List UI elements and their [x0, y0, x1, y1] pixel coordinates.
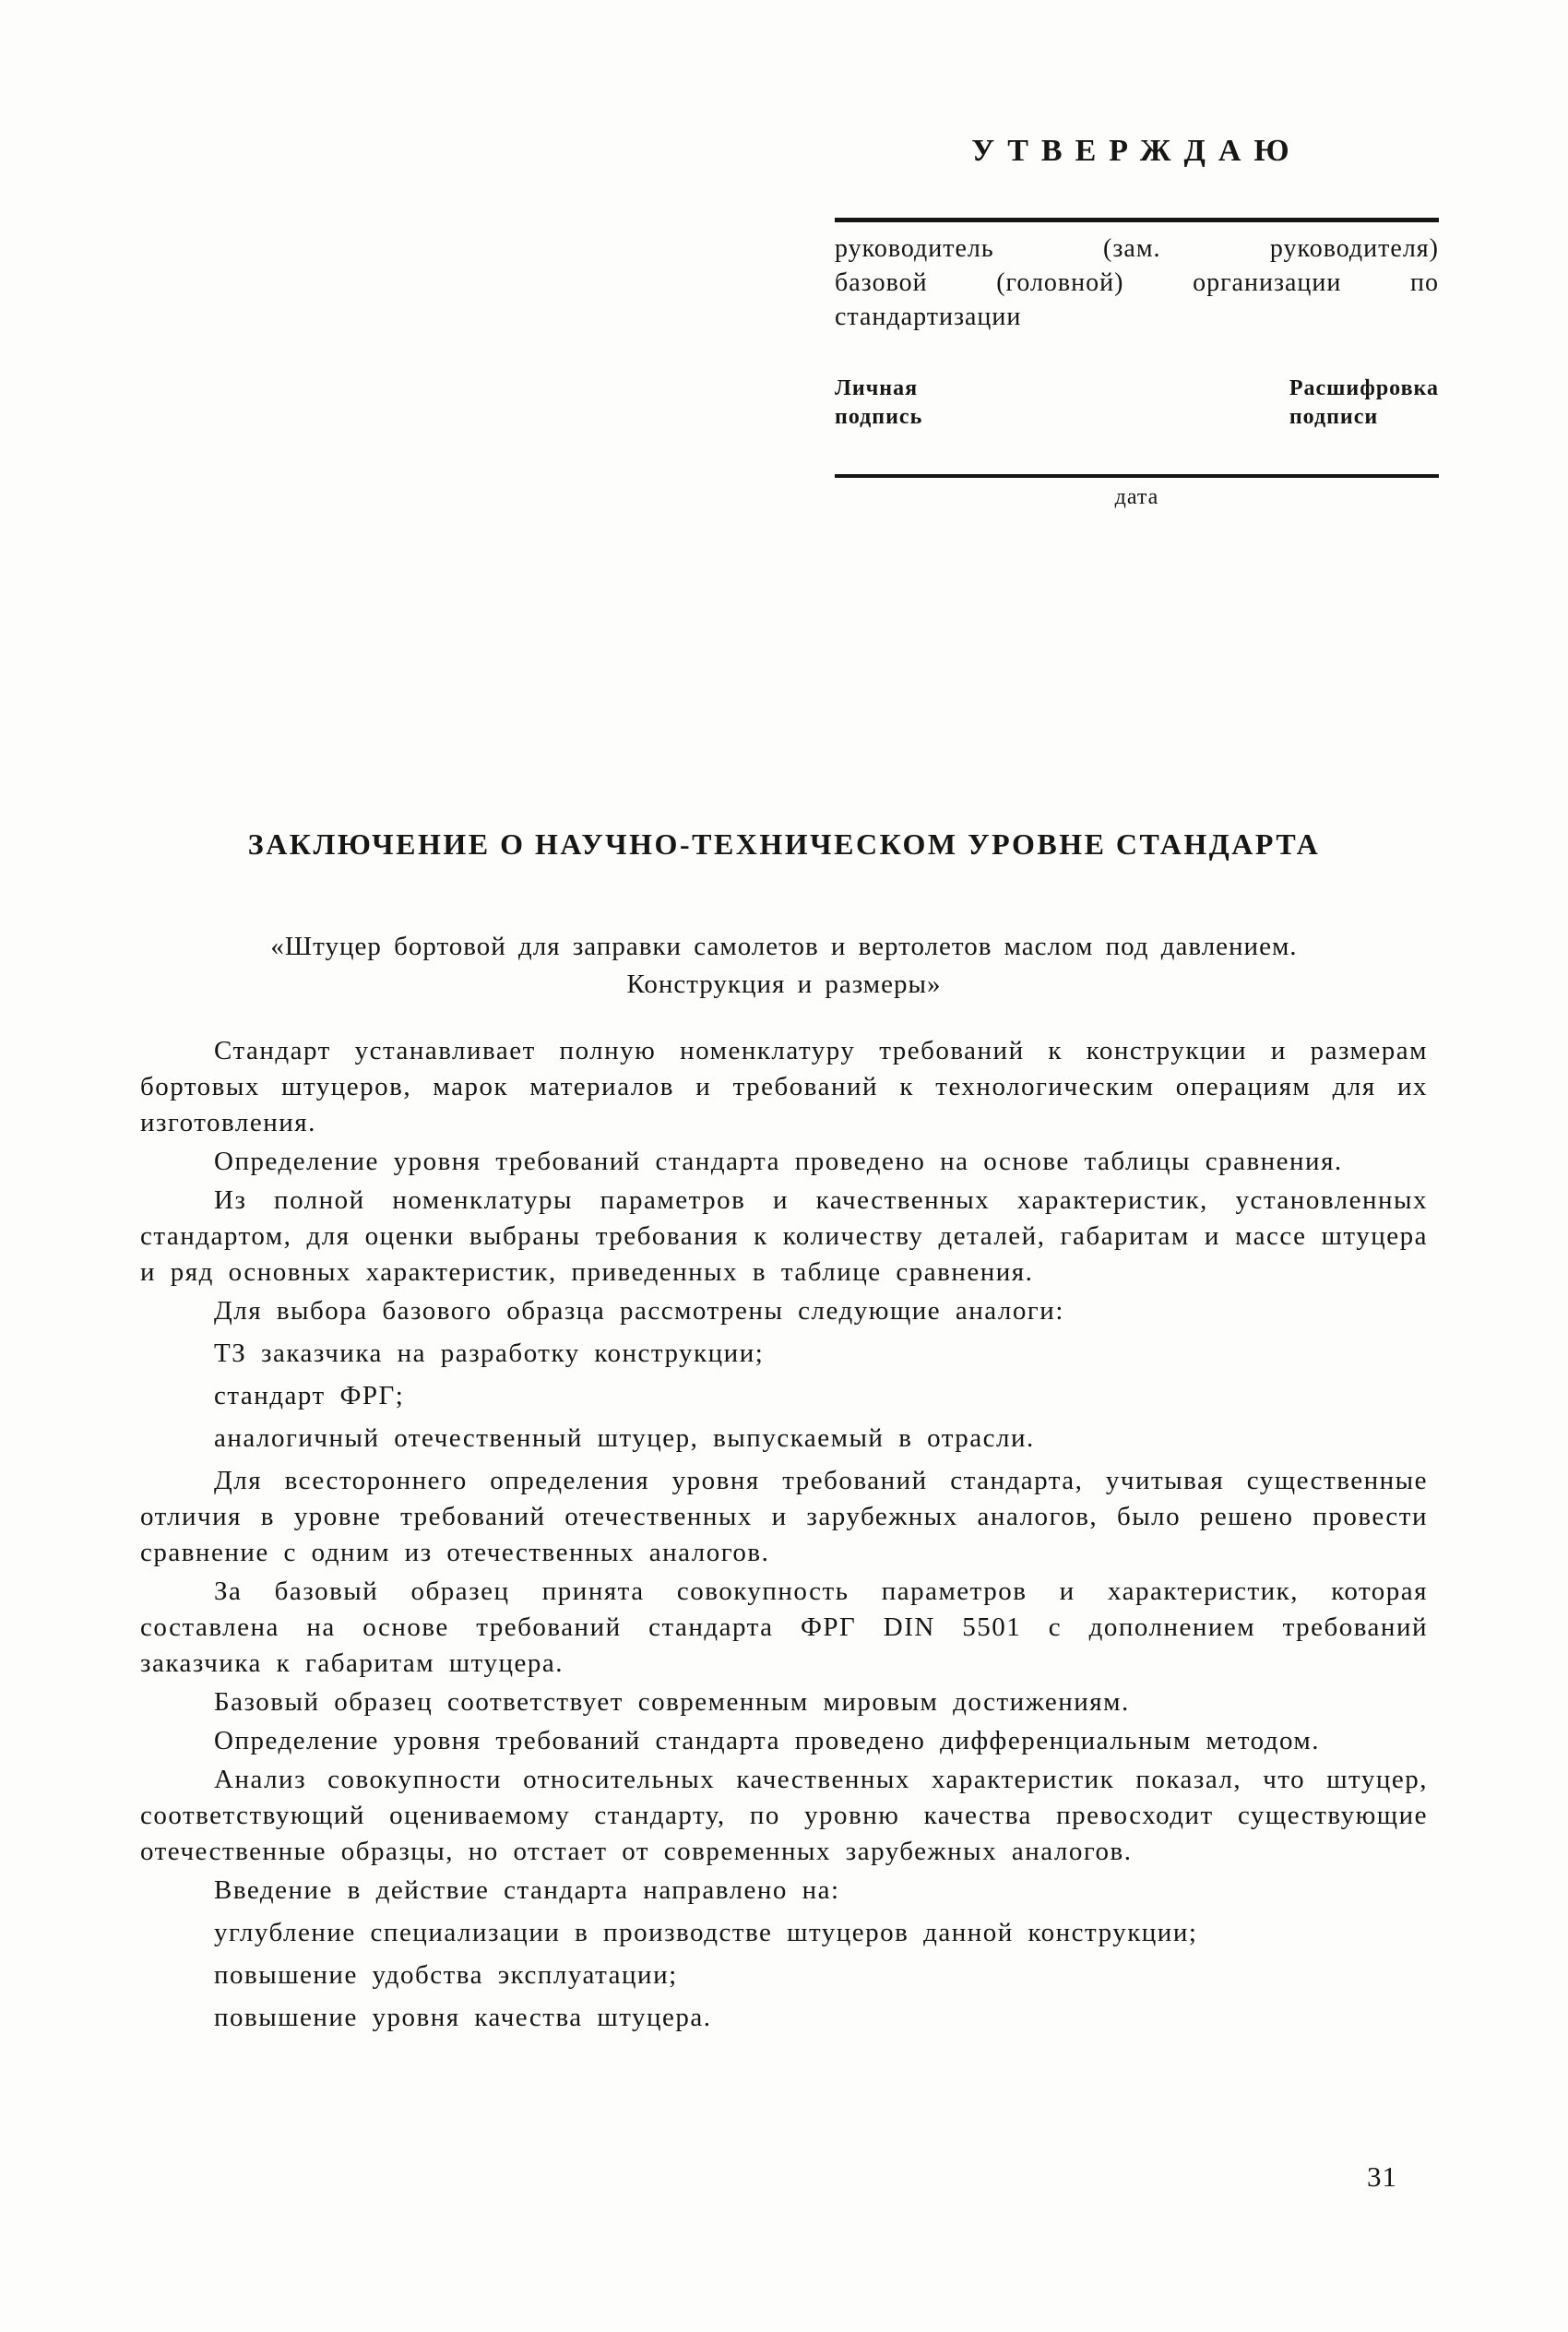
- paragraph: Стандарт устанавливает полную номенклатуру требований к конструкции и размерам бортовых штуцеров, марок материалов и требований к технологическим операциям для их изготовления.: [140, 1036, 1428, 1137]
- paragraph: Введение в действие стандарта направлено на:: [214, 1875, 840, 1905]
- paragraph: Из полной номенклатуры параметров и качественных характеристик, установленных стандартом, для оценки выбраны требования к количеству деталей, габаритам и массе штуцера и ряд основных характеристик, приведенных в таблице сравнения.: [140, 1185, 1428, 1287]
- list-item: аналогичный отечественный штуцер, выпускаемый в отрасли.: [214, 1423, 1035, 1453]
- paragraph: Для выбора базового образца рассмотрены следующие аналоги:: [214, 1296, 1064, 1326]
- date-rule: [835, 474, 1439, 478]
- list-item: повышение уровня качества штуцера.: [214, 2003, 712, 2032]
- signature-transcript-label: Расшифровка подписи: [1289, 376, 1439, 429]
- list-item: повышение удобства эксплуатации;: [214, 1960, 678, 1990]
- paragraph: Определение уровня требований стандарта проведено дифференциальным методом.: [214, 1726, 1321, 1755]
- approval-overline-rule: [835, 218, 1439, 222]
- list-item: стандарт ФРГ;: [214, 1381, 405, 1410]
- list-item: ТЗ заказчика на разработку конструкции;: [214, 1339, 765, 1368]
- paragraph: Анализ совокупности относительных качественных характеристик показал, что штуцер, соответствующий оцениваемому стандарту, по уровню качества превосходит существующие отечественные образцы, но отстает от современных зарубежных аналогов.: [140, 1765, 1428, 1866]
- approver-role-line: базовой (головной) организации по: [835, 268, 1439, 297]
- page-title: ЗАКЛЮЧЕНИЕ О НАУЧНО-ТЕХНИЧЕСКОМ УРОВНЕ СТАНДАРТА: [247, 827, 1321, 861]
- approver-role-line: стандартизации: [835, 303, 1022, 331]
- standard-subtitle: [142, 928, 1426, 1004]
- list-item: углубление специализации в производстве штуцеров данной конструкции;: [214, 1918, 1198, 1947]
- standard-subtitle-line: «Штуцер бортовой для заправки самолетов и вертолетов маслом под давлением.: [270, 932, 1298, 961]
- approval-block: [835, 133, 1439, 510]
- page-number: 31: [1367, 2160, 1397, 2193]
- approval-stamp-title: УТВЕРЖДАЮ: [971, 134, 1302, 168]
- document-body: [140, 1033, 1428, 2042]
- paragraph: За базовый образец принята совокупность параметров и характеристик, которая составлена на основе требований стандарта ФРГ DIN 5501 с дополнением требований заказчика к габаритам штуцера.: [140, 1576, 1428, 1678]
- paragraph: Для всестороннего определения уровня требований стандарта, учитывая существенные отличия в уровне требований отечественных и зарубежных аналогов, было решено провести сравнение с одним из отечественных аналогов.: [140, 1466, 1428, 1567]
- standard-subtitle-line: Конструкция и размеры»: [626, 970, 942, 999]
- paragraph: Определение уровня требований стандарта проведено на основе таблицы сравнения.: [214, 1147, 1343, 1176]
- paragraph: Базовый образец соответствует современным мировым достижениям.: [214, 1687, 1130, 1717]
- signature-labels-row: [835, 375, 1439, 432]
- date-label: дата: [1114, 485, 1159, 509]
- approver-role: [835, 232, 1439, 334]
- approver-role-line: руководитель (зам. руководителя): [835, 234, 1439, 263]
- personal-signature-label: Личная подпись: [835, 376, 923, 429]
